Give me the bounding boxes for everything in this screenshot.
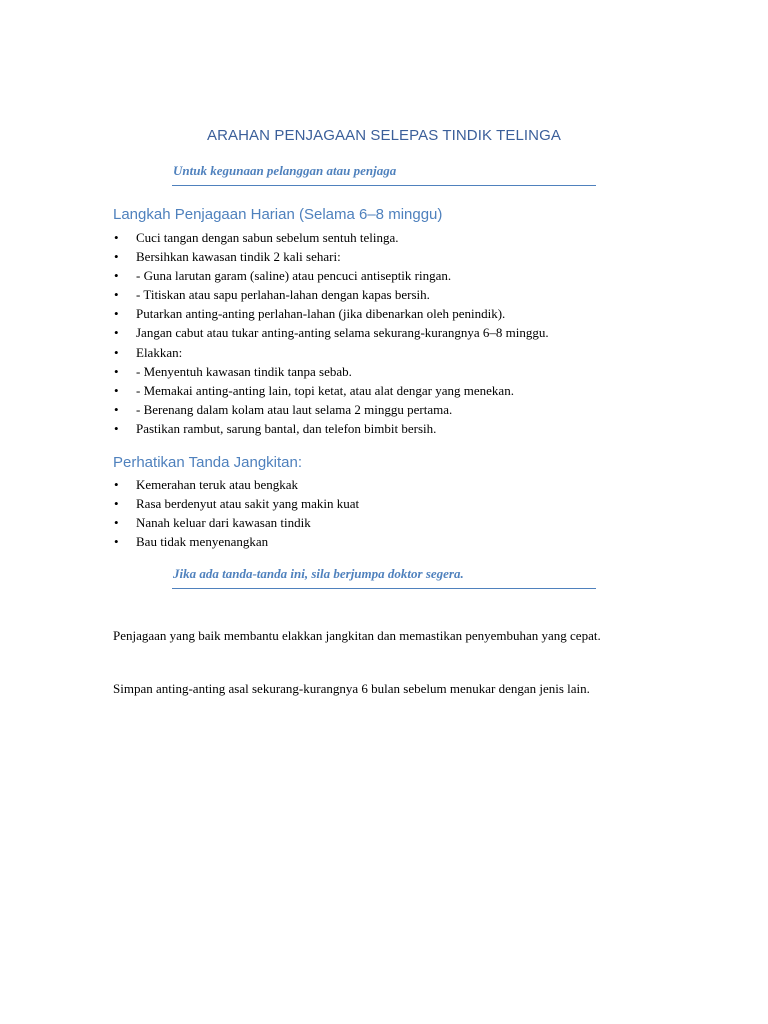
list-item [113, 247, 673, 266]
list-item [113, 494, 673, 513]
list-item [113, 419, 673, 438]
list-item [113, 323, 673, 342]
bullet-icon: • [114, 477, 119, 492]
bullet-icon: • [114, 401, 119, 417]
bullet-icon: • [114, 230, 119, 245]
bullet-icon: • [114, 306, 119, 322]
bullet-icon: • [114, 287, 119, 303]
bullet-icon: • [114, 534, 119, 550]
list-item [113, 343, 673, 362]
list-item-text: Pastikan rambut, sarung bantal, dan telefon bimbit bersih. [136, 420, 437, 436]
bullet-icon: • [114, 249, 119, 265]
bullet-icon: • [114, 515, 119, 531]
list-item-text: - Menyentuh kawasan tindik tanpa sebab. [136, 363, 352, 379]
list-item-text: Kemerahan teruk atau bengkak [136, 477, 299, 492]
list-item-text: Elakkan: [136, 344, 183, 360]
bullet-icon: • [114, 344, 119, 360]
list-item-text: Rasa berdenyut atau sakit yang makin kuat [136, 496, 360, 512]
section-heading-infection-signs: Perhatikan Tanda Jangkitan: [113, 454, 303, 471]
list-item-text: Cuci tangan dengan sabun sebelum sentuh telinga. [136, 230, 399, 245]
list-item [113, 381, 673, 400]
list-item [113, 285, 673, 304]
bullet-icon: • [114, 325, 119, 341]
list-item [113, 228, 673, 247]
section-heading-daily-care: Langkah Penjagaan Harian (Selama 6–8 minggu) [113, 206, 443, 223]
list-item-text: - Berenang dalam kolam atau laut selama 2 minggu pertama. [136, 401, 453, 417]
bullet-icon: • [114, 420, 119, 436]
bullet-icon: • [114, 268, 119, 284]
list-item-text: Bau tidak menyenangkan [136, 534, 269, 550]
subtitle-quote: Untuk kegunaan pelanggan atau penjaga [172, 163, 596, 186]
daily-care-list [113, 228, 673, 438]
list-item-text: - Titiskan atau sapu perlahan-lahan dengan kapas bersih. [136, 287, 430, 303]
list-item [113, 513, 673, 532]
list-item-text: Putarkan anting-anting perlahan-lahan (jika dibenarkan oleh penindik). [136, 306, 506, 322]
bullet-icon: • [114, 363, 119, 379]
warning-quote: Jika ada tanda-tanda ini, sila berjumpa doktor segera. [172, 566, 596, 589]
list-item-text: Bersihkan kawasan tindik 2 kali sehari: [136, 249, 341, 265]
list-item [113, 475, 673, 494]
closing-paragraph-2: Simpan anting-anting asal sekurang-kurangnya 6 bulan sebelum menukar dengan jenis lain. [113, 681, 590, 696]
closing-paragraph-1: Penjagaan yang baik membantu elakkan jangkitan dan memastikan penyembuhan yang cepat. [113, 628, 601, 643]
list-item-text: Jangan cabut atau tukar anting-anting selama sekurang-kurangnya 6–8 minggu. [136, 325, 549, 341]
list-item [113, 362, 673, 381]
list-item-text: Nanah keluar dari kawasan tindik [136, 515, 311, 531]
list-item [113, 400, 673, 419]
bullet-icon: • [114, 382, 119, 398]
bullet-icon: • [114, 496, 119, 512]
list-item-text: - Memakai anting-anting lain, topi ketat, atau alat dengar yang menekan. [136, 382, 514, 398]
list-item [113, 304, 673, 323]
infection-signs-list [113, 475, 673, 551]
list-item-text: - Guna larutan garam (saline) atau pencuci antiseptik ringan. [136, 268, 452, 284]
list-item [113, 266, 673, 285]
list-item [113, 532, 673, 551]
document-title: ARAHAN PENJAGAAN SELEPAS TINDIK TELINGA [206, 127, 561, 144]
